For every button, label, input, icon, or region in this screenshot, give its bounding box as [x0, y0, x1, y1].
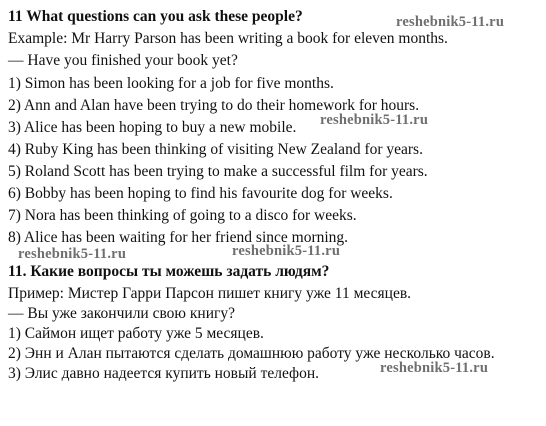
example-sentence-russian: Пример: Мистер Гарри Парсон пишет книгу уже 11 месяцев. — [8, 285, 412, 302]
example-question-english: — Have you finished your book yet? — [8, 52, 238, 69]
list-item: 2) Ann and Alan have been trying to do their homework for hours. — [8, 97, 420, 114]
exercise-heading-russian: 11. Какие вопросы ты можешь задать людям? — [8, 263, 330, 280]
list-item: 3) Alice has been hoping to buy a new mobile. — [8, 119, 297, 136]
list-item: 1) Simon has been looking for a job for five months. — [8, 75, 334, 92]
list-item: 1) Саймон ищет работу уже 5 месяцев. — [8, 325, 264, 342]
watermark: reshebnik5-11.ru — [380, 360, 489, 376]
watermark: reshebnik5-11.ru — [396, 14, 505, 30]
example-sentence-english: Example: Mr Harry Parson has been writing a book for eleven months. — [8, 30, 448, 47]
watermark: reshebnik5-11.ru — [232, 243, 341, 259]
list-item: 2) Энн и Алан пытаются сделать домашнюю работу уже несколько часов. — [8, 345, 495, 362]
watermark: reshebnik5-11.ru — [18, 246, 127, 262]
list-item: 6) Bobby has been hoping to find his favourite dog for weeks. — [8, 185, 393, 202]
list-item: 4) Ruby King has been thinking of visiting New Zealand for years. — [8, 141, 423, 158]
list-item: 8) Alice has been waiting for her friend since morning. — [8, 229, 349, 246]
list-item: 5) Roland Scott has been trying to make a successful film for years. — [8, 163, 428, 180]
watermark: reshebnik5-11.ru — [320, 112, 429, 128]
exercise-heading-english: 11 What questions can you ask these people? — [8, 8, 303, 25]
list-item: 3) Элис давно надеется купить новый телефон. — [8, 365, 320, 382]
example-question-russian: — Вы уже закончили свою книгу? — [8, 305, 235, 322]
list-item: 7) Nora has been thinking of going to a disco for weeks. — [8, 207, 357, 224]
